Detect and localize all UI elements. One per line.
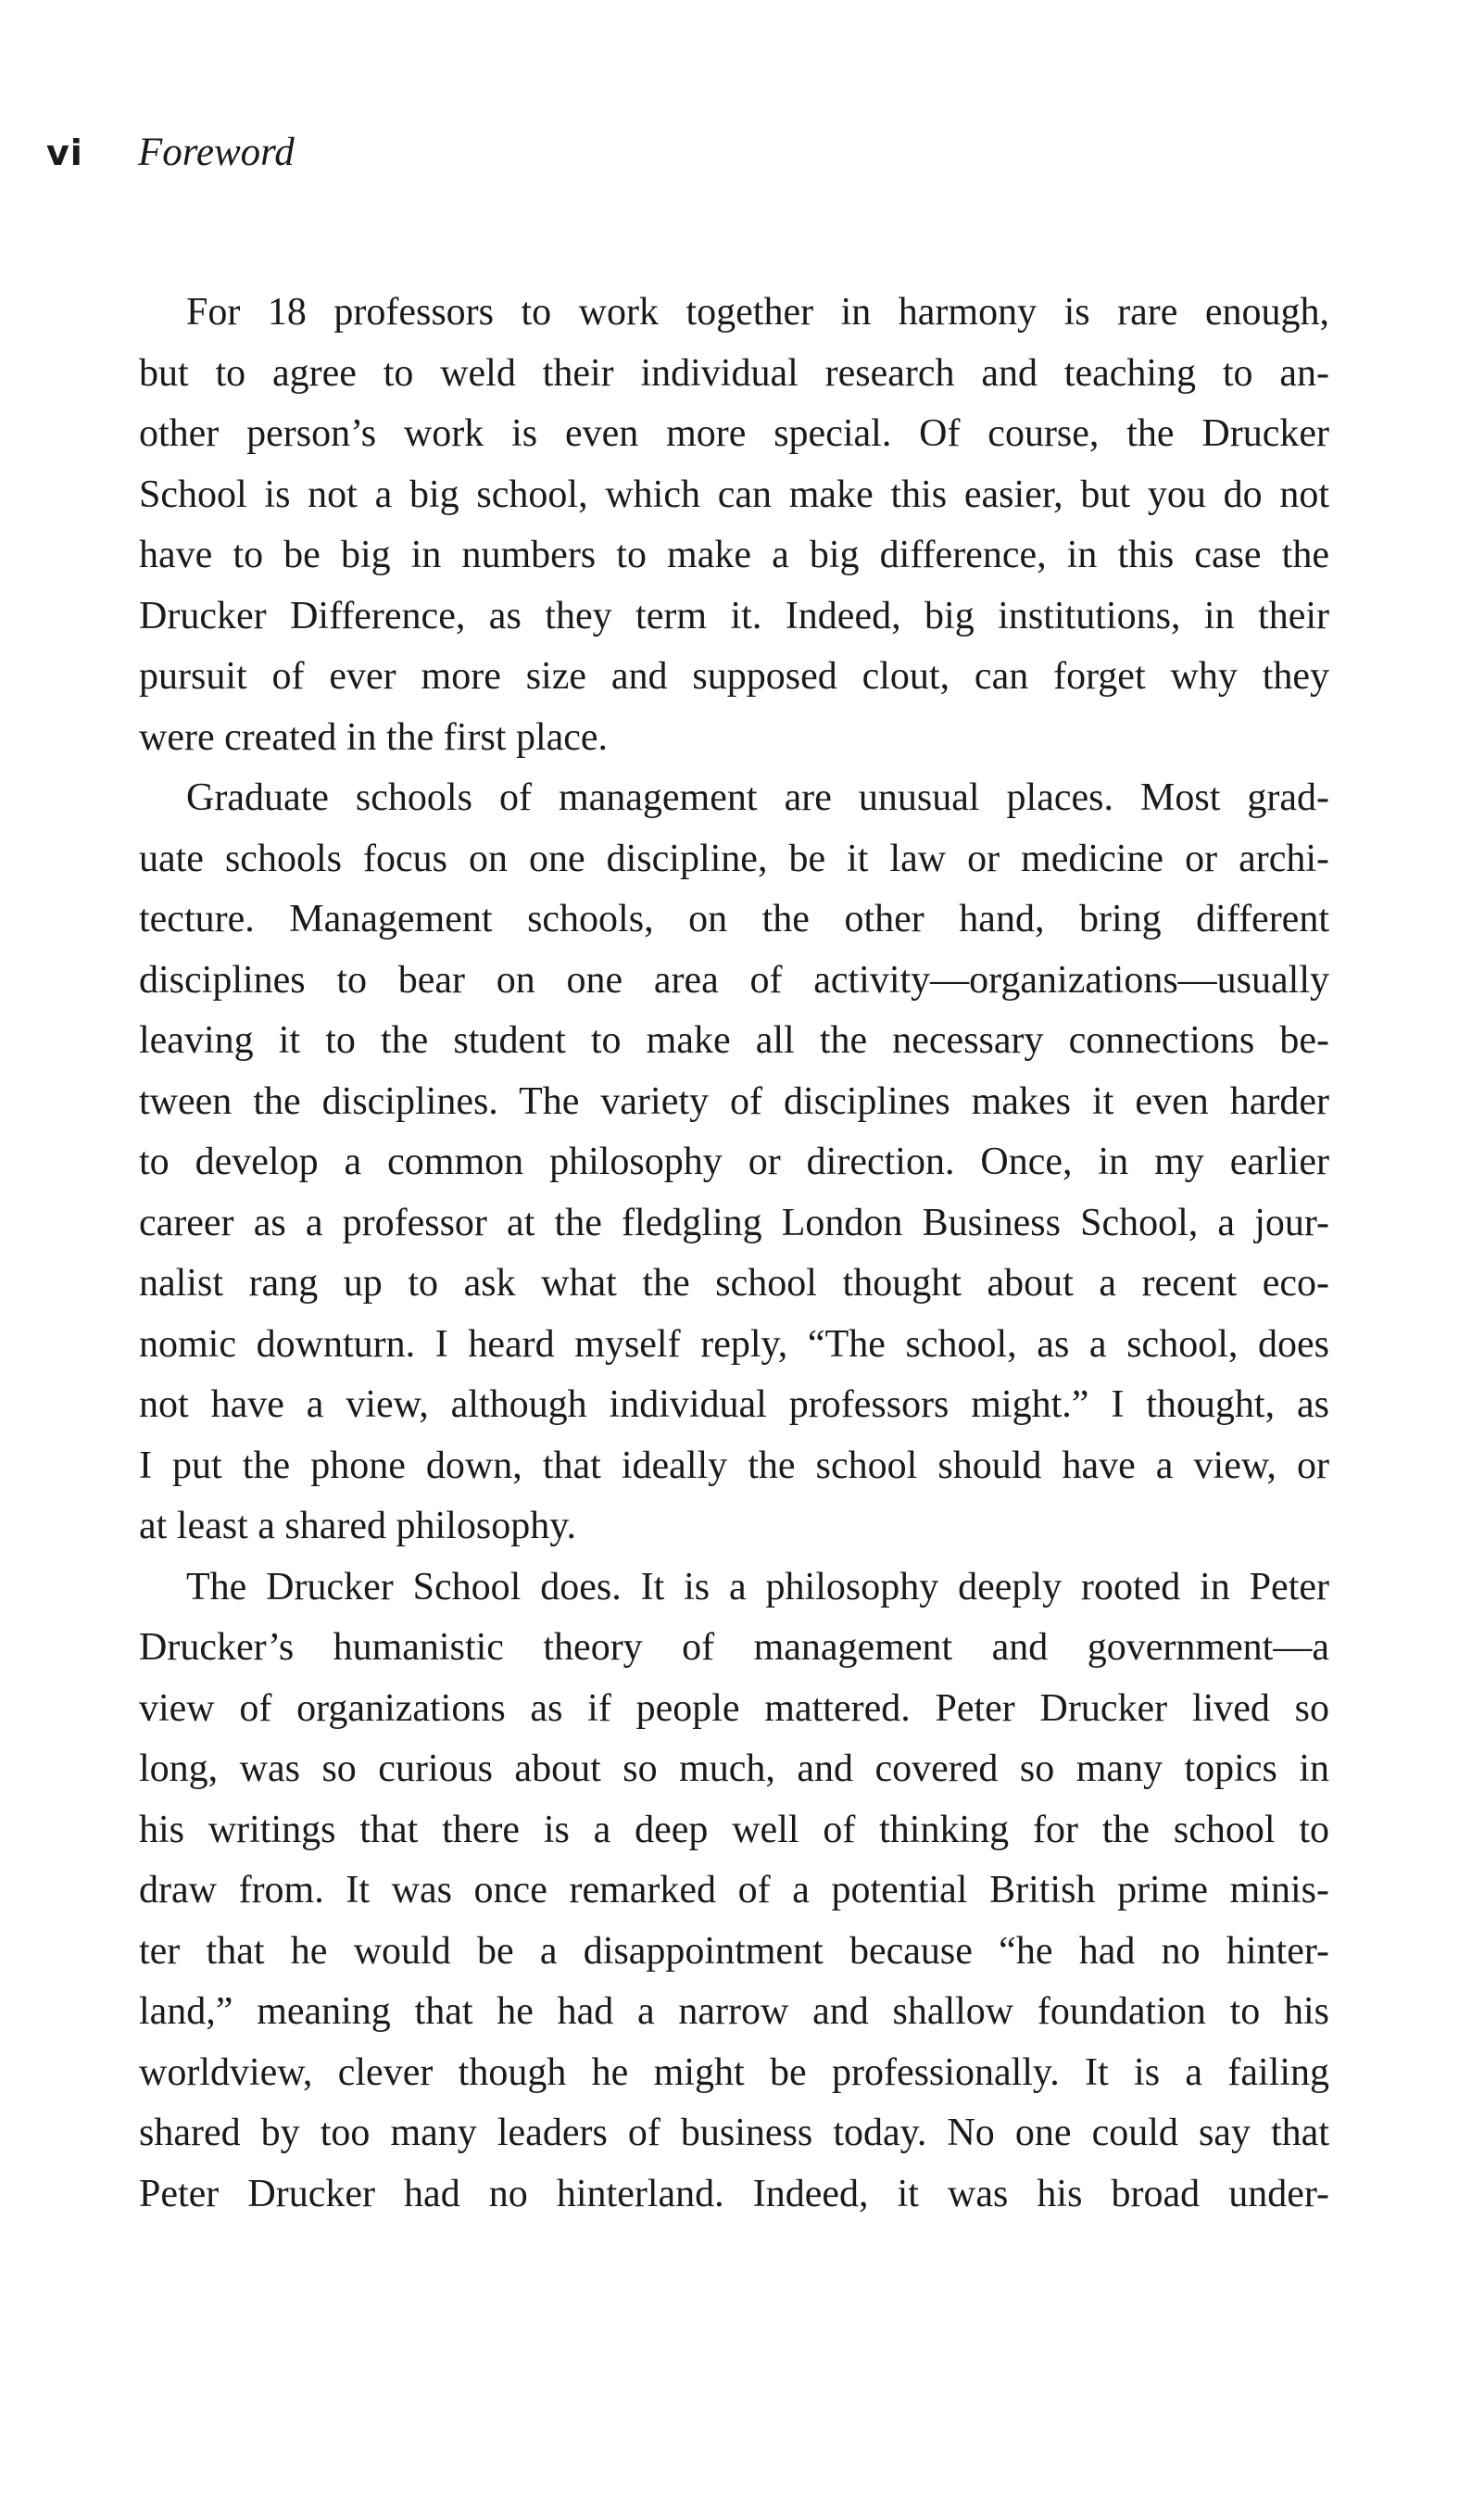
text-line: view of organizations as if people mattered. Peter Drucker lived so — [139, 1686, 1329, 1730]
text-line: his writings that there is a deep well of thinking for the school to — [139, 1808, 1329, 1851]
text-line: to develop a common philosophy or direction. Once, in my earlier — [139, 1141, 1329, 1183]
text-line: other person’s work is even more special. Of course, the Drucker — [139, 412, 1329, 455]
text-line: Drucker’s humanistic theory of management and government—a — [139, 1626, 1329, 1669]
paragraph — [139, 1558, 1329, 2226]
text-line: Drucker Difference, as they term it. Indeed, big institutions, in their — [139, 594, 1329, 637]
text-line: draw from. It was once remarked of a potential British prime minis- — [139, 1869, 1329, 1911]
text-line: long, was so curious about so much, and covered so many topics in — [139, 1747, 1329, 1790]
paragraph — [139, 283, 1329, 768]
text-line: uate schools focus on one discipline, be it law or medicine or archi- — [139, 837, 1329, 880]
text-line: pursuit of ever more size and supposed clout, can forget why they — [139, 655, 1329, 698]
text-line: nomic downturn. I heard myself reply, “The school, as a school, does — [139, 1322, 1329, 1366]
text-line: land,” meaning that he had a narrow and shallow foundation to his — [139, 1990, 1329, 2033]
running-head — [46, 130, 295, 185]
text-line: School is not a big school, which can make this easier, but you do not — [139, 473, 1329, 516]
paragraph — [139, 768, 1329, 1558]
text-line: I put the phone down, that ideally the school should have a view, or — [139, 1444, 1329, 1487]
text-line: disciplines to bear on one area of activity—organizations—usually — [139, 958, 1329, 1002]
text-line: Graduate schools of management are unusual places. Most grad- — [186, 776, 1329, 819]
text-line: shared by too many leaders of business today. No one could say that — [139, 2112, 1329, 2154]
text-line: were created in the first place. — [139, 715, 609, 759]
text-line: tween the disciplines. The variety of disciplines makes it even harder — [139, 1079, 1329, 1123]
text-line: worldview, clever though he might be professionally. It is a failing — [139, 2050, 1329, 2094]
page-number: vi — [46, 132, 83, 173]
text-line: The Drucker School does. It is a philosophy deeply rooted in Peter — [186, 1565, 1329, 1608]
text-line: career as a professor at the fledgling London Business School, a jour- — [139, 1201, 1329, 1244]
text-line: tecture. Management schools, on the other hand, bring different — [139, 898, 1329, 940]
text-line: For 18 professors to work together in harmony is rare enough, — [186, 291, 1329, 334]
text-line: Peter Drucker had no hinterland. Indeed, it was his broad under- — [139, 2172, 1329, 2215]
text-line: have to be big in numbers to make a big difference, in this case the — [139, 534, 1329, 576]
text-line: ter that he would be a disappointment because “he had no hinter- — [139, 1929, 1329, 1973]
text-line: not have a view, although individual professors might.” I thought, as — [139, 1383, 1329, 1426]
text-line: leaving it to the student to make all the necessary connections be- — [139, 1019, 1329, 1062]
body-text — [139, 283, 1329, 2225]
text-line: but to agree to weld their individual research and teaching to an- — [139, 351, 1329, 395]
text-line: at least a shared philosophy. — [139, 1505, 576, 1547]
running-head-title: Foreword — [138, 131, 295, 174]
text-line: nalist rang up to ask what the school thought about a recent eco- — [139, 1262, 1329, 1305]
